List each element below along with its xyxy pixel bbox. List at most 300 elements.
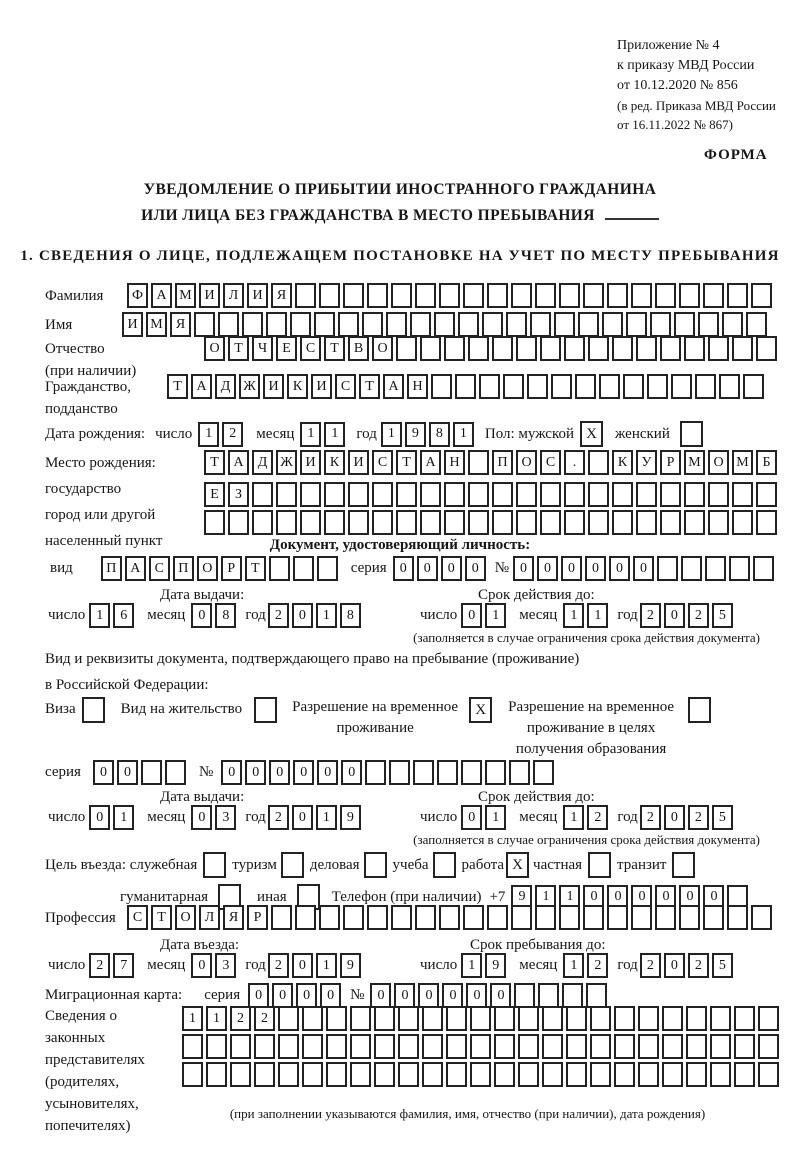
char-cell bbox=[679, 283, 700, 308]
char-cell: И bbox=[300, 450, 321, 475]
char-cell bbox=[350, 1006, 371, 1031]
char-cell: С bbox=[149, 556, 170, 581]
char-cell: 1 bbox=[182, 1006, 203, 1031]
char-cell bbox=[487, 283, 508, 308]
patronymic-note: (при наличии) bbox=[45, 363, 137, 379]
reps-cells-row2 bbox=[182, 1034, 782, 1059]
id-expiry-note: (заполняется в случае ограничения срока действия документа) bbox=[413, 630, 760, 645]
char-cell bbox=[660, 482, 681, 507]
char-cell: А bbox=[228, 450, 249, 475]
char-cell bbox=[468, 450, 489, 475]
char-cell bbox=[494, 1006, 515, 1031]
char-cell bbox=[470, 1062, 491, 1087]
char-cell bbox=[719, 374, 740, 399]
residence-doc-line2: в Российской Федерации: bbox=[45, 677, 209, 693]
char-cell bbox=[516, 482, 537, 507]
char-cell bbox=[230, 1062, 251, 1087]
permit-expiry-label: Срок действия до: bbox=[478, 789, 595, 805]
char-cell: 0 bbox=[441, 556, 462, 581]
humanitarian-label: гуманитарная bbox=[120, 888, 209, 905]
appendix-line: от 10.12.2020 № 856 bbox=[617, 78, 738, 93]
char-cell: Л bbox=[223, 283, 244, 308]
char-cell: 0 bbox=[394, 983, 415, 1008]
char-cell bbox=[295, 905, 316, 930]
char-cell: 0 bbox=[191, 805, 212, 830]
doc-kind-cells bbox=[101, 556, 341, 581]
char-cell: Т bbox=[204, 450, 225, 475]
series-label: серия bbox=[204, 987, 241, 1003]
char-cell bbox=[722, 312, 743, 337]
char-cell bbox=[562, 983, 583, 1008]
char-cell bbox=[254, 1062, 275, 1087]
char-cell: О bbox=[708, 450, 729, 475]
char-cell bbox=[338, 312, 359, 337]
char-cell: 1 bbox=[316, 953, 337, 978]
number-label: № bbox=[350, 987, 365, 1003]
temp-residence-edu-label bbox=[502, 697, 680, 760]
char-cell: 2 bbox=[89, 953, 110, 978]
char-cell: 0 bbox=[370, 983, 391, 1008]
char-cell bbox=[684, 482, 705, 507]
char-cell bbox=[684, 336, 705, 361]
char-cell: Е bbox=[276, 336, 297, 361]
char-cell: 9 bbox=[340, 953, 361, 978]
char-cell bbox=[590, 1034, 611, 1059]
char-cell: 0 bbox=[583, 885, 604, 910]
char-cell: П bbox=[492, 450, 513, 475]
permit-valid-month-cells bbox=[563, 805, 611, 830]
char-cell: 0 bbox=[191, 953, 212, 978]
form-marker: ФОРМА bbox=[704, 147, 768, 163]
given-name-label: Имя bbox=[45, 317, 73, 333]
permit-series-cells bbox=[93, 760, 189, 785]
char-cell: 2 bbox=[640, 603, 661, 628]
char-cell: 9 bbox=[340, 805, 361, 830]
doc-number-cells bbox=[513, 556, 777, 581]
char-cell bbox=[638, 1034, 659, 1059]
temp-residence-edu-line3: получения образования bbox=[515, 741, 667, 757]
char-cell bbox=[468, 510, 489, 535]
char-cell: 0 bbox=[461, 805, 482, 830]
char-cell bbox=[511, 283, 532, 308]
char-cell: О bbox=[197, 556, 218, 581]
char-cell: 1 bbox=[485, 805, 506, 830]
char-cell bbox=[396, 336, 417, 361]
char-cell: К bbox=[287, 374, 308, 399]
char-cell: 2 bbox=[587, 805, 608, 830]
char-cell: 1 bbox=[300, 422, 321, 447]
stay-until-date-row bbox=[420, 953, 736, 978]
char-cell: 9 bbox=[405, 422, 426, 447]
char-cell bbox=[542, 1006, 563, 1031]
char-cell: 0 bbox=[490, 983, 511, 1008]
char-cell: 0 bbox=[585, 556, 606, 581]
char-cell: 1 bbox=[324, 422, 345, 447]
char-cell bbox=[638, 1006, 659, 1031]
char-cell bbox=[228, 510, 249, 535]
char-cell: О bbox=[204, 336, 225, 361]
id-valid-month-cells bbox=[563, 603, 611, 628]
char-cell: 0 bbox=[537, 556, 558, 581]
char-cell: 2 bbox=[230, 1006, 251, 1031]
char-cell bbox=[204, 510, 225, 535]
char-cell: Л bbox=[199, 905, 220, 930]
char-cell bbox=[444, 482, 465, 507]
appendix-line: Приложение № 4 bbox=[617, 38, 720, 53]
char-cell: 6 bbox=[113, 603, 134, 628]
id-issue-month-cells bbox=[191, 603, 239, 628]
char-cell bbox=[182, 1062, 203, 1087]
char-cell bbox=[396, 510, 417, 535]
char-cell: 0 bbox=[466, 983, 487, 1008]
char-cell bbox=[566, 1062, 587, 1087]
purpose-row bbox=[45, 852, 695, 878]
char-cell bbox=[564, 510, 585, 535]
char-cell: 1 bbox=[535, 885, 556, 910]
char-cell bbox=[252, 510, 273, 535]
char-cell bbox=[446, 1006, 467, 1031]
char-cell bbox=[612, 482, 633, 507]
char-cell: 0 bbox=[607, 885, 628, 910]
char-cell bbox=[516, 510, 537, 535]
char-cell bbox=[398, 1062, 419, 1087]
char-cell: П bbox=[101, 556, 122, 581]
char-cell bbox=[367, 283, 388, 308]
char-cell: 1 bbox=[559, 885, 580, 910]
temp-residence-checkbox: X bbox=[469, 697, 492, 723]
char-cell: Т bbox=[359, 374, 380, 399]
id-issue-year-cells bbox=[268, 603, 364, 628]
char-cell bbox=[290, 312, 311, 337]
profession-cells bbox=[127, 905, 775, 930]
char-cell bbox=[391, 905, 412, 930]
char-cell bbox=[674, 312, 695, 337]
char-cell: 0 bbox=[465, 556, 486, 581]
citizenship-cells bbox=[167, 374, 767, 399]
char-cell: Д bbox=[215, 374, 236, 399]
char-cell: 1 bbox=[563, 603, 584, 628]
char-cell: Я bbox=[271, 283, 292, 308]
char-cell bbox=[516, 336, 537, 361]
char-cell bbox=[602, 312, 623, 337]
char-cell bbox=[278, 1006, 299, 1031]
char-cell bbox=[365, 760, 386, 785]
surname-label: Фамилия bbox=[45, 288, 104, 304]
char-cell bbox=[588, 450, 609, 475]
char-cell: 8 bbox=[429, 422, 450, 447]
char-cell: 0 bbox=[296, 983, 317, 1008]
char-cell bbox=[586, 983, 607, 1008]
temp-residence-edu-checkbox bbox=[688, 697, 711, 723]
char-cell bbox=[538, 983, 559, 1008]
char-cell: Р bbox=[247, 905, 268, 930]
char-cell bbox=[751, 283, 772, 308]
month-label: месяц bbox=[147, 809, 186, 825]
char-cell bbox=[729, 556, 750, 581]
char-cell: Я bbox=[223, 905, 244, 930]
purpose-official-checkbox bbox=[203, 852, 226, 878]
char-cell bbox=[326, 1062, 347, 1087]
char-cell: 0 bbox=[272, 983, 293, 1008]
char-cell: 0 bbox=[245, 760, 266, 785]
month-label: месяц bbox=[147, 607, 186, 623]
char-cell bbox=[727, 283, 748, 308]
char-cell: 2 bbox=[688, 953, 709, 978]
char-cell bbox=[686, 1034, 707, 1059]
char-cell bbox=[302, 1034, 323, 1059]
birthplace-cells-row3 bbox=[204, 510, 780, 535]
char-cell bbox=[614, 1006, 635, 1031]
year-label: год bbox=[617, 607, 638, 623]
char-cell bbox=[530, 312, 551, 337]
char-cell: 9 bbox=[511, 885, 532, 910]
temp-residence-line2: проживание bbox=[336, 720, 414, 736]
char-cell: С bbox=[540, 450, 561, 475]
char-cell bbox=[535, 283, 556, 308]
char-cell bbox=[662, 1034, 683, 1059]
char-cell: 0 bbox=[292, 603, 313, 628]
residence-doc-line1: Вид и реквизиты документа, подтверждающего право на пребывание (проживание) bbox=[45, 651, 580, 667]
temp-residence-line1: Разрешение на временное bbox=[292, 699, 459, 715]
char-cell: 1 bbox=[113, 805, 134, 830]
char-cell bbox=[434, 312, 455, 337]
char-cell: 0 bbox=[320, 983, 341, 1008]
char-cell bbox=[444, 336, 465, 361]
doc-series-cells bbox=[393, 556, 489, 581]
char-cell bbox=[398, 1006, 419, 1031]
char-cell bbox=[420, 510, 441, 535]
char-cell: Ф bbox=[127, 283, 148, 308]
char-cell bbox=[302, 1006, 323, 1031]
char-cell: 0 bbox=[292, 953, 313, 978]
work-label: работа bbox=[461, 856, 505, 873]
char-cell: С bbox=[372, 450, 393, 475]
birth-date-label: Дата рождения: bbox=[45, 425, 146, 442]
profession-label: Профессия bbox=[45, 910, 116, 926]
char-cell bbox=[758, 1062, 779, 1087]
char-cell: И bbox=[247, 283, 268, 308]
day-label: число bbox=[48, 607, 86, 623]
permit-issue-date-row bbox=[48, 805, 364, 830]
char-cell bbox=[607, 283, 628, 308]
month-label: месяц bbox=[519, 957, 558, 973]
char-cell: А bbox=[191, 374, 212, 399]
char-cell: 0 bbox=[191, 603, 212, 628]
entry-year-cells bbox=[268, 953, 364, 978]
char-cell bbox=[662, 1062, 683, 1087]
appendix-line: к приказу МВД России bbox=[617, 58, 755, 73]
char-cell bbox=[566, 1006, 587, 1031]
char-cell bbox=[444, 510, 465, 535]
char-cell: С bbox=[127, 905, 148, 930]
char-cell bbox=[686, 1006, 707, 1031]
char-cell bbox=[681, 556, 702, 581]
char-cell bbox=[684, 510, 705, 535]
entry-month-cells bbox=[191, 953, 239, 978]
char-cell bbox=[756, 510, 777, 535]
char-cell: 0 bbox=[93, 760, 114, 785]
char-cell: М bbox=[732, 450, 753, 475]
char-cell bbox=[758, 1006, 779, 1031]
char-cell bbox=[420, 482, 441, 507]
char-cell: Д bbox=[252, 450, 273, 475]
char-cell bbox=[705, 556, 726, 581]
char-cell bbox=[533, 760, 554, 785]
char-cell: 0 bbox=[513, 556, 534, 581]
char-cell: 0 bbox=[292, 805, 313, 830]
year-label: год bbox=[356, 425, 377, 442]
char-cell bbox=[612, 510, 633, 535]
char-cell bbox=[551, 374, 572, 399]
doc-kind-label: вид bbox=[50, 560, 73, 576]
char-cell bbox=[583, 905, 604, 930]
series-label: серия bbox=[45, 764, 81, 780]
form-title-line1: УВЕДОМЛЕНИЕ О ПРИБЫТИИ ИНОСТРАННОГО ГРАЖДАНИНА bbox=[143, 181, 657, 198]
char-cell bbox=[590, 1062, 611, 1087]
char-cell: 2 bbox=[222, 422, 243, 447]
reps-label-line3: представителях bbox=[45, 1052, 145, 1068]
char-cell: 2 bbox=[254, 1006, 275, 1031]
birth-month-cells bbox=[300, 422, 348, 447]
char-cell: 9 bbox=[485, 953, 506, 978]
char-cell bbox=[650, 312, 671, 337]
char-cell bbox=[410, 312, 431, 337]
surname-cells bbox=[127, 283, 775, 308]
char-cell bbox=[686, 1062, 707, 1087]
char-cell bbox=[708, 510, 729, 535]
char-cell bbox=[583, 283, 604, 308]
char-cell: 0 bbox=[393, 556, 414, 581]
char-cell bbox=[482, 312, 503, 337]
migration-card-label: Миграционная карта: bbox=[45, 987, 183, 1003]
birthplace-cells-row2 bbox=[204, 482, 780, 507]
sex-female-label: женский bbox=[615, 425, 670, 442]
char-cell bbox=[566, 1034, 587, 1059]
char-cell: 0 bbox=[609, 556, 630, 581]
residence-doc-options-row bbox=[45, 697, 711, 760]
char-cell bbox=[636, 482, 657, 507]
char-cell bbox=[614, 1062, 635, 1087]
char-cell bbox=[300, 482, 321, 507]
business-label: деловая bbox=[309, 856, 360, 873]
phone-code-label: +7 bbox=[489, 888, 506, 905]
birthplace-label2: государство bbox=[45, 481, 122, 497]
char-cell bbox=[527, 374, 548, 399]
char-cell bbox=[647, 374, 668, 399]
char-cell: 8 bbox=[215, 603, 236, 628]
char-cell bbox=[362, 312, 383, 337]
char-cell: О bbox=[175, 905, 196, 930]
char-cell bbox=[506, 312, 527, 337]
char-cell: 2 bbox=[587, 953, 608, 978]
char-cell: 0 bbox=[442, 983, 463, 1008]
day-label: число bbox=[420, 607, 458, 623]
char-cell bbox=[374, 1034, 395, 1059]
char-cell: 1 bbox=[316, 805, 337, 830]
id-issue-day-cells bbox=[89, 603, 137, 628]
birthplace-label4: населенный пункт bbox=[45, 533, 163, 549]
year-label: год bbox=[245, 957, 266, 973]
char-cell bbox=[710, 1034, 731, 1059]
stay-month-cells bbox=[563, 953, 611, 978]
day-label: число bbox=[155, 425, 193, 442]
char-cell bbox=[468, 336, 489, 361]
char-cell: К bbox=[612, 450, 633, 475]
char-cell bbox=[324, 482, 345, 507]
char-cell bbox=[655, 283, 676, 308]
char-cell: Т bbox=[396, 450, 417, 475]
char-cell bbox=[631, 283, 652, 308]
char-cell: 2 bbox=[268, 805, 289, 830]
char-cell bbox=[698, 312, 719, 337]
given-name-cells bbox=[122, 312, 770, 337]
char-cell: 5 bbox=[712, 805, 733, 830]
char-cell: 0 bbox=[664, 603, 685, 628]
char-cell bbox=[708, 336, 729, 361]
permit-series-row bbox=[45, 760, 557, 785]
char-cell bbox=[446, 1062, 467, 1087]
stay-day-cells bbox=[461, 953, 509, 978]
char-cell bbox=[575, 374, 596, 399]
char-cell: 0 bbox=[461, 603, 482, 628]
char-cell bbox=[710, 1062, 731, 1087]
char-cell bbox=[422, 1034, 443, 1059]
char-cell bbox=[518, 1034, 539, 1059]
char-cell bbox=[703, 905, 724, 930]
char-cell: У bbox=[636, 450, 657, 475]
study-label: учеба bbox=[392, 856, 429, 873]
char-cell bbox=[540, 482, 561, 507]
month-label: месяц bbox=[147, 957, 186, 973]
char-cell: 0 bbox=[269, 760, 290, 785]
visa-label: Виза bbox=[45, 701, 76, 717]
char-cell: Т bbox=[151, 905, 172, 930]
revision-line: (в ред. Приказа МВД России bbox=[617, 98, 776, 113]
char-cell bbox=[413, 760, 434, 785]
char-cell bbox=[374, 1006, 395, 1031]
char-cell bbox=[374, 1062, 395, 1087]
char-cell bbox=[293, 556, 314, 581]
char-cell bbox=[564, 482, 585, 507]
birthplace-label: Место рождения: bbox=[45, 455, 156, 471]
entry-date-row bbox=[48, 953, 364, 978]
char-cell bbox=[487, 905, 508, 930]
char-cell bbox=[732, 482, 753, 507]
char-cell: 0 bbox=[664, 805, 685, 830]
char-cell bbox=[732, 510, 753, 535]
char-cell bbox=[319, 283, 340, 308]
char-cell: В bbox=[348, 336, 369, 361]
char-cell bbox=[182, 1034, 203, 1059]
char-cell bbox=[518, 1006, 539, 1031]
char-cell: И bbox=[122, 312, 143, 337]
reps-cells-row3 bbox=[182, 1062, 782, 1087]
char-cell: . bbox=[564, 450, 585, 475]
char-cell: 0 bbox=[417, 556, 438, 581]
char-cell bbox=[535, 905, 556, 930]
char-cell: Я bbox=[170, 312, 191, 337]
char-cell bbox=[396, 482, 417, 507]
transit-checkbox bbox=[672, 852, 695, 878]
study-checkbox bbox=[433, 852, 456, 878]
char-cell bbox=[343, 283, 364, 308]
char-cell: Т bbox=[324, 336, 345, 361]
char-cell: 0 bbox=[221, 760, 242, 785]
char-cell bbox=[612, 336, 633, 361]
char-cell bbox=[276, 510, 297, 535]
char-cell: Т bbox=[167, 374, 188, 399]
id-expiry-date-row bbox=[420, 603, 736, 628]
